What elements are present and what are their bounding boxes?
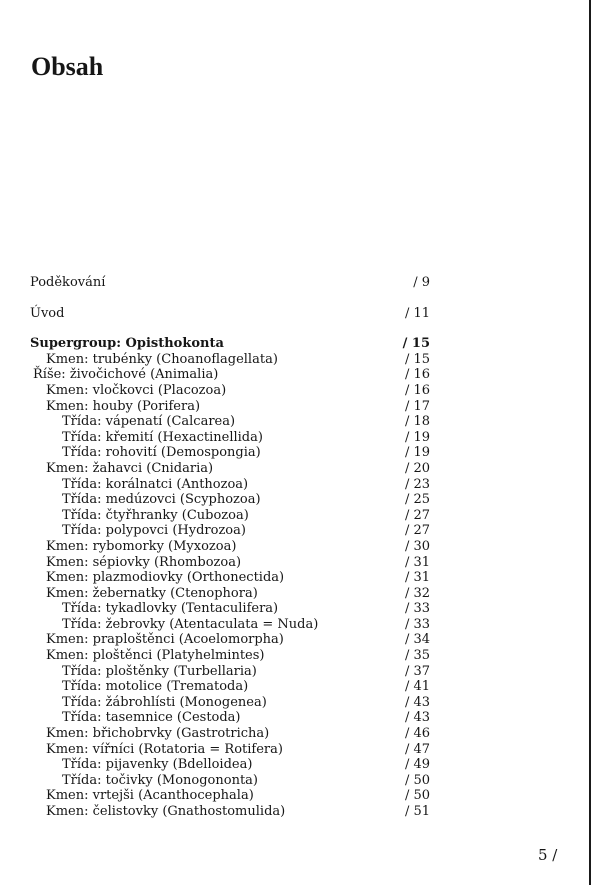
toc-entry-page: / 34 — [404, 632, 430, 648]
toc-entry-label: Třída: čtyřhranky (Cubozoa) — [62, 507, 249, 523]
toc-entry — [30, 742, 430, 758]
toc-entry-page: / 27 — [404, 523, 430, 539]
toc-entry-label: Třída: motolice (Trematoda) — [62, 679, 249, 695]
toc-entry — [30, 430, 430, 446]
toc-entry — [30, 414, 430, 430]
toc-entry-page: / 47 — [404, 741, 430, 757]
toc-entry-page: / 51 — [404, 804, 430, 819]
toc-entry-page: / 31 — [404, 554, 430, 570]
toc-entry-label: Kmen: žahavci (Cnidaria) — [46, 460, 214, 476]
toc-entry — [30, 399, 430, 415]
toc-entry-page: / 11 — [404, 305, 430, 321]
toc-entry-page: / 27 — [404, 507, 430, 523]
toc-entry — [30, 367, 430, 383]
toc-entry-label: Třída: žábrohlísti (Monogenea) — [62, 694, 267, 710]
toc-entry-label: Říše: živočichové (Animalia) — [33, 367, 219, 383]
toc-entry-label: Úvod — [30, 305, 65, 321]
toc-entry — [30, 523, 430, 539]
toc-entry-label: Kmen: houby (Porifera) — [46, 398, 201, 414]
toc-entry-label: Kmen: vrtejši (Acanthocephala) — [46, 788, 254, 804]
toc-entry-page: / 32 — [404, 585, 430, 601]
toc-entry-label: Třída: ploštěnky (Turbellaria) — [62, 663, 257, 679]
toc-entry-label: Kmen: čelistovky (Gnathostomulida) — [46, 804, 286, 819]
toc-entry-label: Poděkování — [30, 275, 106, 290]
toc-entry-label: Třída: tykadlovky (Tentaculifera) — [62, 601, 279, 617]
toc-entry-page: / 41 — [404, 679, 430, 695]
toc-entry-label: Kmen: vířníci (Rotatoria = Rotifera) — [46, 741, 283, 757]
toc-entry-page: / 25 — [404, 492, 430, 508]
toc-entry-label: Třída: korálnatci (Anthozoa) — [62, 476, 249, 492]
toc-entry-page: / 35 — [404, 648, 430, 664]
toc-entry-label: Kmen: břichobrvky (Gastrotricha) — [46, 726, 270, 742]
toc-entry — [30, 539, 430, 555]
toc-entry-label: Kmen: sépiovky (Rhombozoa) — [46, 554, 242, 570]
toc-entry — [30, 679, 430, 695]
toc-entry-label: Třída: vápenatí (Calcarea) — [62, 414, 236, 430]
toc-entry-page: / 43 — [404, 710, 430, 726]
toc-entry — [30, 461, 430, 477]
toc-entry-label: Třída: tasemnice (Cestoda) — [62, 710, 241, 726]
toc-entry-page: / 46 — [404, 726, 430, 742]
toc-entry-page: / 49 — [404, 757, 430, 773]
toc-entry-label: Třída: polypovci (Hydrozoa) — [62, 523, 246, 539]
toc-entry — [30, 508, 430, 524]
toc-entry-page: / 33 — [404, 616, 430, 632]
toc-entry-label: Třída: točivky (Monogononta) — [62, 772, 258, 788]
toc-entry-label: Kmen: rybomorky (Myxozoa) — [46, 538, 237, 554]
toc-entry-page: / 43 — [404, 694, 430, 710]
toc-entry — [30, 352, 430, 368]
toc-entry-label: Kmen: vločkovci (Placozoa) — [46, 382, 227, 398]
toc-entry-label: Kmen: plazmodiovky (Orthonectida) — [46, 570, 285, 586]
toc-entry-page: / 17 — [404, 398, 430, 414]
toc-entry — [30, 336, 430, 352]
toc-entry — [30, 555, 430, 571]
toc-entry — [30, 275, 430, 291]
toc-entry-page: / 9 — [413, 275, 430, 290]
toc-entry — [30, 586, 430, 602]
toc-entry-page: / 20 — [404, 460, 430, 476]
toc-entry-page: / 31 — [404, 570, 430, 586]
toc-entry-label: Třída: křemití (Hexactinellida) — [62, 429, 263, 445]
page-number: 5 / — [538, 846, 558, 864]
toc-entry-page: / 16 — [404, 367, 430, 383]
toc-entry — [30, 648, 430, 664]
toc-entry — [30, 773, 430, 789]
toc-entry-page: / 15 — [402, 336, 430, 352]
toc-entry-label: Kmen: trubénky (Choanoflagellata) — [46, 351, 278, 367]
toc-entry-page: / 19 — [404, 429, 430, 445]
toc-entry — [30, 788, 430, 804]
toc-entry-page: / 19 — [404, 445, 430, 461]
toc-entry — [30, 570, 430, 586]
toc-entry — [30, 695, 430, 711]
toc-entry-label: Třída: rohovití (Demospongia) — [62, 445, 261, 461]
toc-entry — [30, 617, 430, 633]
toc-entry — [30, 477, 430, 493]
toc-entry — [30, 632, 430, 648]
toc-entry — [30, 757, 430, 773]
toc-entry — [30, 601, 430, 617]
toc-entry — [30, 726, 430, 742]
toc-entry — [30, 383, 430, 399]
toc-entry-page: / 23 — [404, 476, 430, 492]
toc-entry-label: Kmen: ploštěnci (Platyhelmintes) — [46, 648, 265, 664]
toc-entry-label: Třída: medúzovci (Scyphozoa) — [62, 492, 261, 508]
toc-entry-page: / 15 — [404, 351, 430, 367]
page-title: Obsah — [31, 52, 104, 81]
toc-entry — [30, 306, 430, 322]
toc-entry-label: Třída: pijavenky (Bdelloidea) — [62, 757, 253, 773]
toc-entry-label: Supergroup: Opisthokonta — [30, 336, 224, 352]
toc-entry — [30, 445, 430, 461]
toc-entry — [30, 804, 430, 820]
toc-entry-page: / 18 — [404, 414, 430, 430]
toc-entry-label: Kmen: praploštěnci (Acoelomorpha) — [46, 632, 284, 648]
table-of-contents — [30, 275, 430, 820]
toc-entry-label: Třída: žebrovky (Atentaculata = Nuda) — [62, 616, 319, 632]
toc-entry-page: / 33 — [404, 601, 430, 617]
toc-entry — [30, 492, 430, 508]
toc-entry-page: / 50 — [404, 772, 430, 788]
toc-entry-page: / 30 — [404, 538, 430, 554]
toc-entry — [30, 664, 430, 680]
toc-entry-label: Kmen: žebernatky (Ctenophora) — [46, 585, 258, 601]
page-edge-rule — [589, 0, 591, 885]
toc-entry-page: / 50 — [404, 788, 430, 804]
toc-entry-page: / 16 — [404, 382, 430, 398]
toc-entry-page: / 37 — [404, 663, 430, 679]
toc-entry — [30, 710, 430, 726]
